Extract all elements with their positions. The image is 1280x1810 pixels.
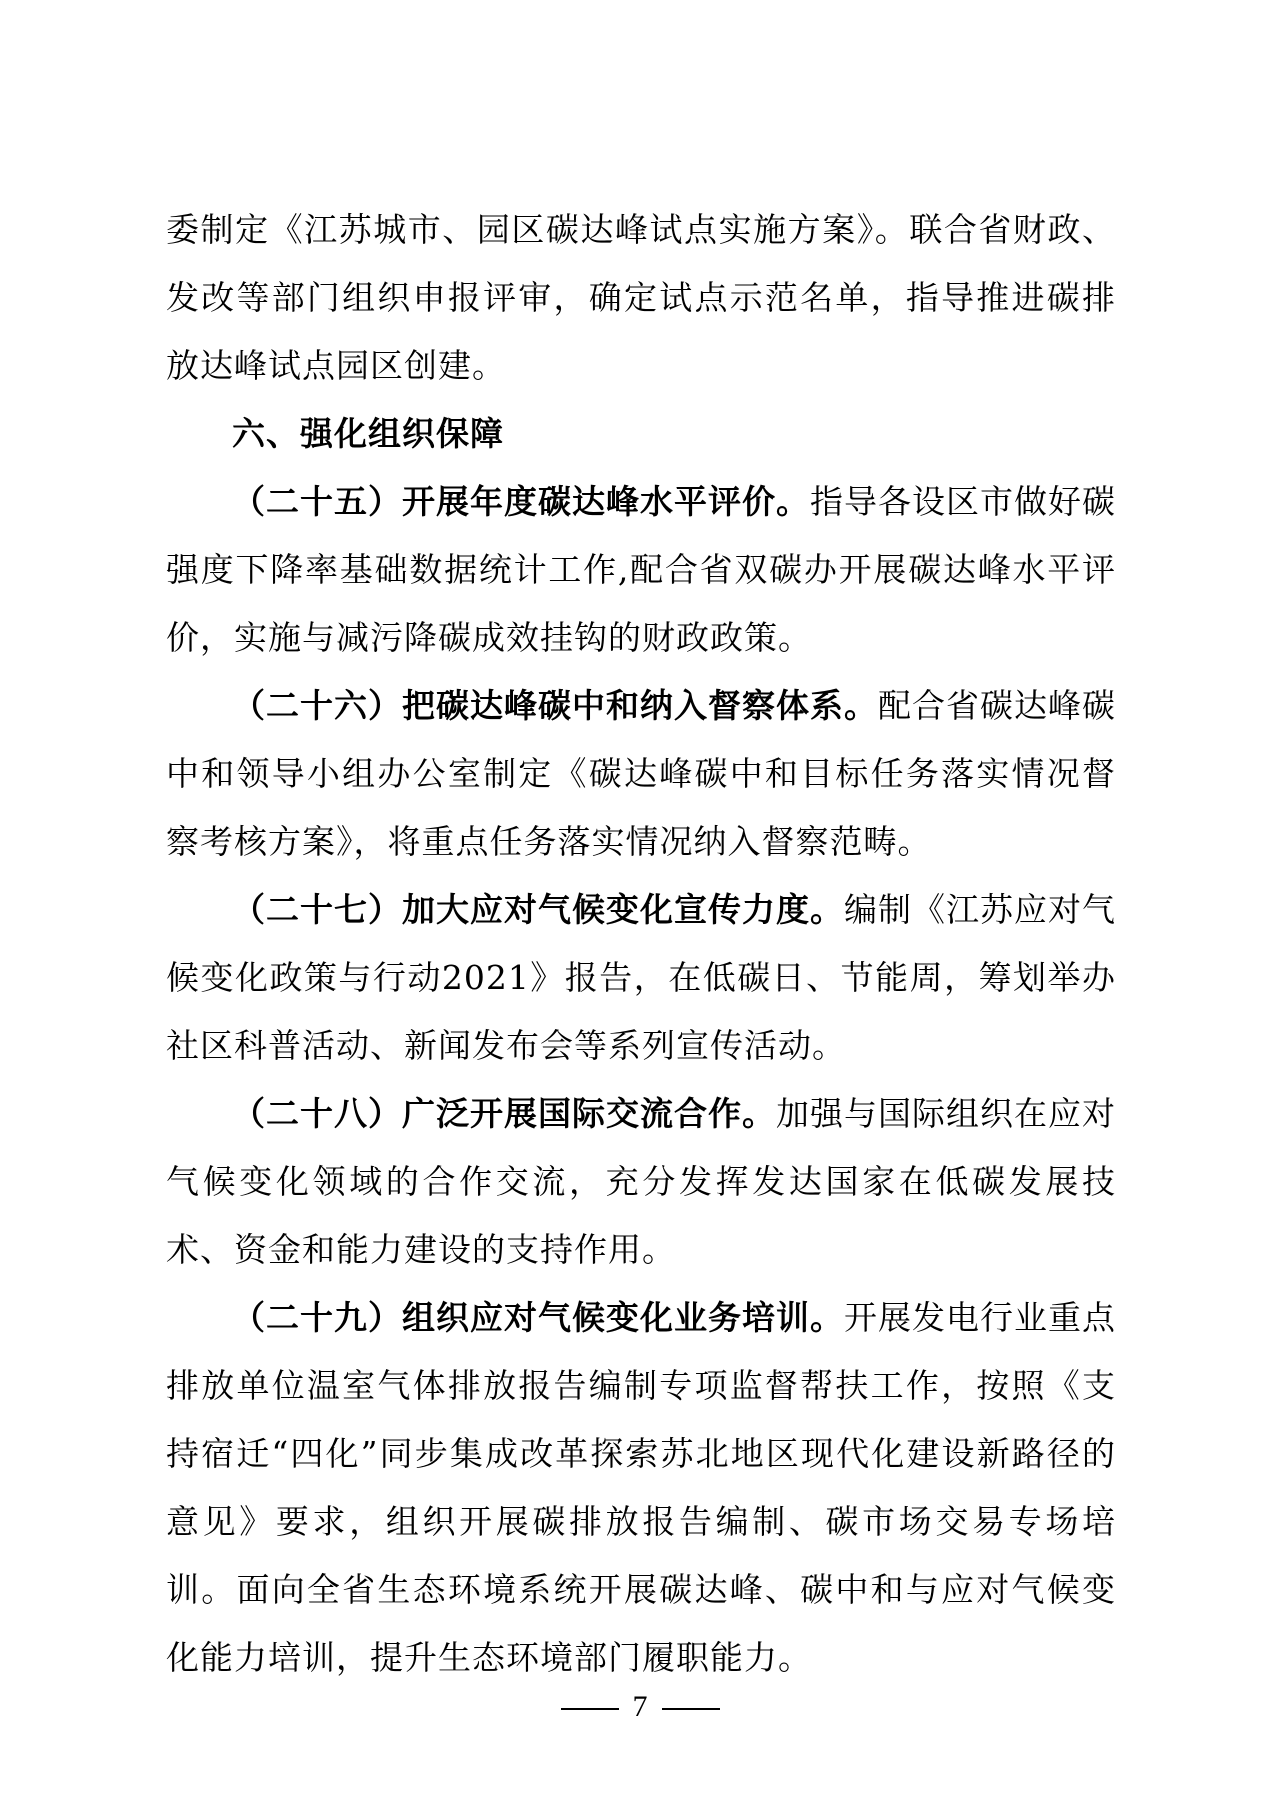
section-heading: 六、强化组织保障	[232, 414, 504, 453]
item-paragraph-28	[166, 1080, 1116, 1284]
item-body: 开展发电行业重点排放单位温室气体排放报告编制专项监督帮扶工作，按照《支持宿迁“四化”同步集成改革探索苏北地区现代化建设新路径的意见》要求，组织开展碳排放报告编制、碳市场交易专场培训。面向全省生态环境系统开展碳达峰、碳中和与应对气候变化能力培训，提升生态环境部门履职能力。	[166, 1298, 1116, 1677]
footer-dash-left	[561, 1708, 619, 1710]
footer-dash-right	[662, 1708, 720, 1710]
page-number: 7	[632, 1690, 648, 1723]
item-title: （二十八）广泛开展国际交流合作。	[232, 1094, 776, 1133]
continuation-paragraph: 委制定《江苏城市、园区碳达峰试点实施方案》。联合省财政、发改等部门组织申报评审，确定试点示范名单，指导推进碳排放达峰试点园区创建。	[166, 210, 1116, 385]
item-title: （二十六）把碳达峰碳中和纳入督察体系。	[232, 686, 878, 725]
item-title: （二十七）加大应对气候变化宣传力度。	[232, 890, 844, 929]
page-body	[166, 196, 1116, 1692]
item-body: 编制《江苏应对气候变化政策与行动2021》报告，在低碳日、节能周，筹划举办社区科普活动、新闻发布会等系列宣传活动。	[166, 890, 1116, 1065]
item-title: （二十九）组织应对气候变化业务培训。	[232, 1298, 844, 1337]
item-paragraph-25	[166, 468, 1116, 672]
page-footer	[0, 1690, 1280, 1724]
item-body: 加强与国际组织在应对气候变化领域的合作交流，充分发挥发达国家在低碳发展技术、资金和能力建设的支持作用。	[166, 1094, 1116, 1269]
item-body: 配合省碳达峰碳中和领导小组办公室制定《碳达峰碳中和目标任务落实情况督察考核方案》，将重点任务落实情况纳入督察范畴。	[166, 686, 1116, 861]
item-paragraph-26	[166, 672, 1116, 876]
item-title: （二十五）开展年度碳达峰水平评价。	[232, 482, 810, 521]
item-paragraph-27	[166, 876, 1116, 1080]
item-body: 指导各设区市做好碳强度下降率基础数据统计工作,配合省双碳办开展碳达峰水平评价，实施与减污降碳成效挂钩的财政政策。	[166, 482, 1116, 657]
item-paragraph-29	[166, 1284, 1116, 1692]
